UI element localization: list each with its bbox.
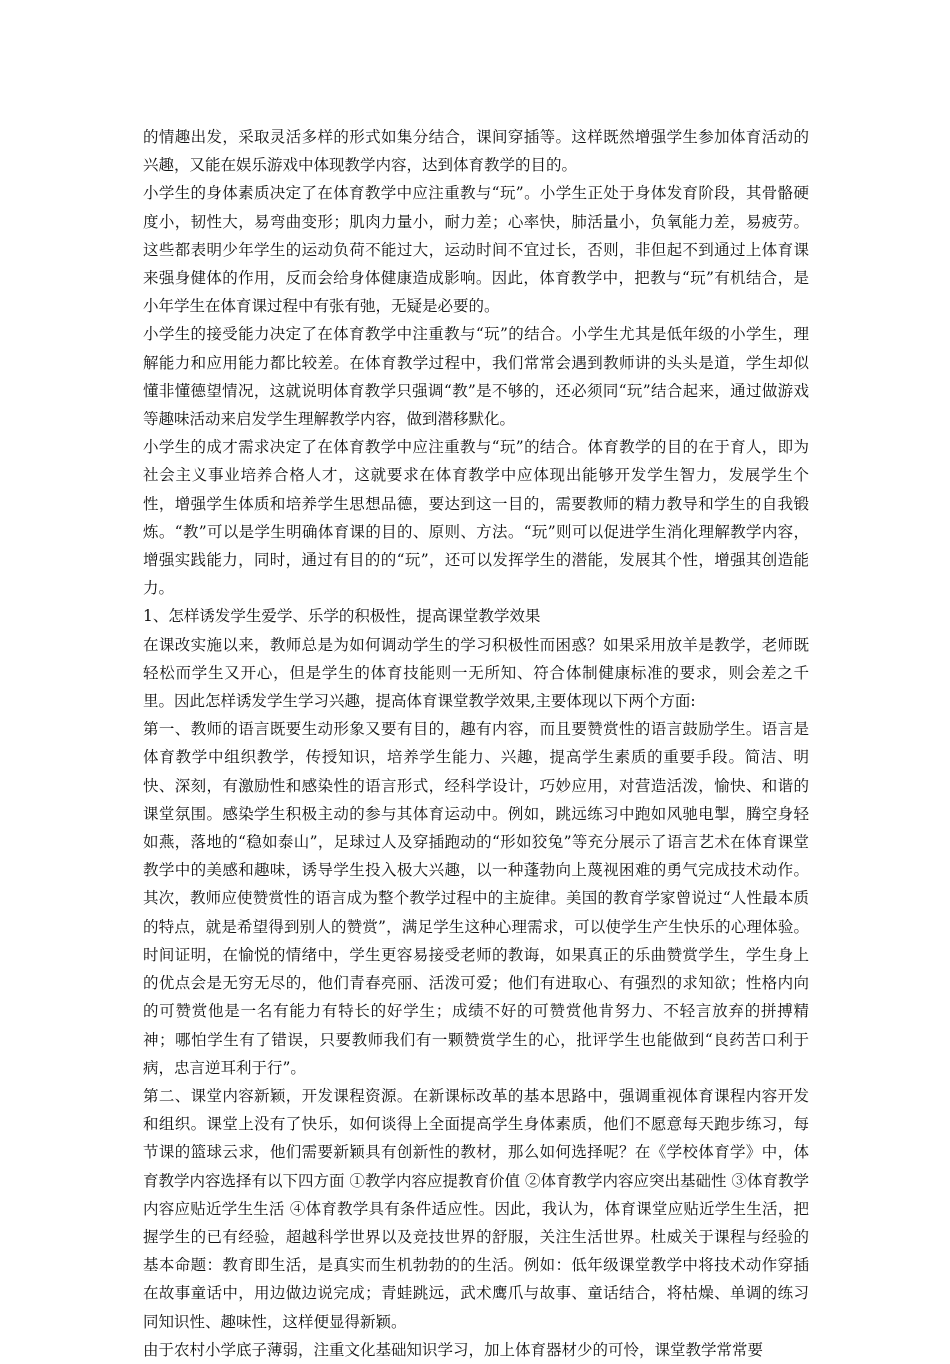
paragraph-course-content: 第二、课堂内容新颖，开发课程资源。在新课标改革的基本思路中，强调重视体育课程内容开发和组织。课堂上没有了快乐，如何谈得上全面提高学生身体素质，他们不愿意每天跑步练习，每节课的篮球云求，他们需要新颖具有创新性的教材，那么如何选择呢？在《学校体育学》中，体育教学内容选择有以下四方面 ①教学内容应提教育价值 ②体育教学内容应突出基础性 ③体育教学内容应贴近学生生活 ④体育教学具有条件适应性。因此，我认为，体育课堂应贴近学生生活，把握学生的已有经验，超越科学世界以及竞技世界的舒服，关注生活世界。杜威关于课程与经验的基本命题：教育即生活，是真实而生机勃勃的的生活。例如：低年级课堂教学中将技术动作穿插在故事童话中，用边做边说完成；青蛙跳远，武术鹰爪与故事、童话结合，将枯燥、单调的练习同知识性、趣味性，这样便显得新颖。 xyxy=(143,1086,809,1331)
paragraph-teacher-language: 第一、教师的语言既要生动形象又要有目的，趣有内容，而且要赞赏性的语言鼓励学生。语言是体育教学中组织教学，传授知识，培养学生能力、兴趣，提高学生素质的重要手段。简洁、明快、深刻，有激励性和感染性的语言形式，经科学设计，巧妙应用，对营造活泼，愉快、和谐的课堂氛围。感染学生积极主动的参与其体育运动中。例如，跳远练习中跑如风驰电掣，腾空身轻如燕，落地的“稳如泰山”，足球过人及穿插跑动的“形如狡兔”等充分展示了语言艺术在体育课堂教学中的美感和趣味，诱导学生投入极大兴趣，以一种蓬勃向上蔑视困难的勇气完成技术动作。其次，教师应使赞赏性的语言成为整个教学过程中的主旋律。美国的教育学家曾说过“人性最本质的特点，就是希望得到别人的赞赏”，满足学生这种心理需求，可以使学生产生快乐的心理体验。时间证明，在愉悦的情绪中，学生更容易接受老师的教诲，如果真正的乐曲赞赏学生，学生身上的优点会是无穷无尽的，他们青春亮丽、活泼可爱；他们有进取心、有强烈的求知欲；性格内向的可赞赏他是一名有能力有特长的好学生；成绩不好的可赞赏他肯努力、不轻言放弃的拼搏精神；哪怕学生有了错误，只要教师我们有一颗赞赏学生的心，批评学生也能做到“良药苦口利于病，忠言逆耳利于行”。 xyxy=(143,720,809,1077)
paragraph-physical-quality: 小学生的身体素质决定了在体育教学中应注重教与“玩”。小学生正处于身体发育阶段，其骨骼硬度小，韧性大，易弯曲变形；肌肉力量小，耐力差；心率快，肺活量小，负氧能力差，易疲劳。这些都表明少年学生的运动负荷不能过大，运动时间不宜过长，否则，非但起不到通过上体育课来强身健体的作用，反而会给身体健康造成影响。因此，体育教学中，把教与“玩”有机结合，是小年学生在体育课过程中有张有弛，无疑是必要的。 xyxy=(143,184,809,316)
section-heading-1: 1、怎样诱发学生爱学、乐学的积极性，提高课堂教学效果 xyxy=(143,607,541,626)
paragraph-play-interest: 的情趣出发，采取灵活多样的形式如集分结合，课间穿插等。这样既然增强学生参加体育活动的兴趣，又能在娱乐游戏中体现教学内容，达到体育教学的目的。 xyxy=(143,128,809,175)
paragraph-acceptance-ability: 小学生的接受能力决定了在体育教学中注重教与“玩”的结合。小学生尤其是低年级的小学生，理解能力和应用能力都比较差。在体育教学过程中，我们常常会遇到教师讲的头头是道，学生却似懂非懂德望情况，这就说明体育教学只强调“教”是不够的，还必须同“玩”结合起来，通过做游戏等趣味活动来启发学生理解教学内容，做到潜移默化。 xyxy=(143,325,809,429)
paragraph-rural-school: 由于农村小学底子薄弱，注重文化基础知识学习，加上体育器材少的可怜，课堂教学常常要 xyxy=(143,1340,764,1359)
document-body xyxy=(143,123,809,1364)
paragraph-curriculum-reform: 在课改实施以来，教师总是为如何调动学生的学习积极性而困惑？如果采用放羊是教学，老师既轻松而学生又开心，但是学生的体育技能则一无所知、符合体制健康标准的要求，则会差之千里。因此怎样诱发学生学习兴趣，提高体育课堂教学效果,主要体现以下两个方面: xyxy=(143,635,809,711)
paragraph-talent-needs: 小学生的成才需求决定了在体育教学中应注重教与“玩”的结合。体育教学的目的在于育人，即为社会主义事业培养合格人才，这就要求在体育教学中应体现出能够开发学生智力，发展学生个性，增强学生体质和培养学生思想品德，要达到这一目的，需要教师的精力教导和学生的自我锻炼。“教”可以是学生明确体育课的目的、原则、方法。“玩”则可以促进学生消化理解教学内容，增强实践能力，同时，通过有目的的“玩”，还可以发挥学生的潜能，发展其个性，增强其创造能力。 xyxy=(143,438,809,598)
